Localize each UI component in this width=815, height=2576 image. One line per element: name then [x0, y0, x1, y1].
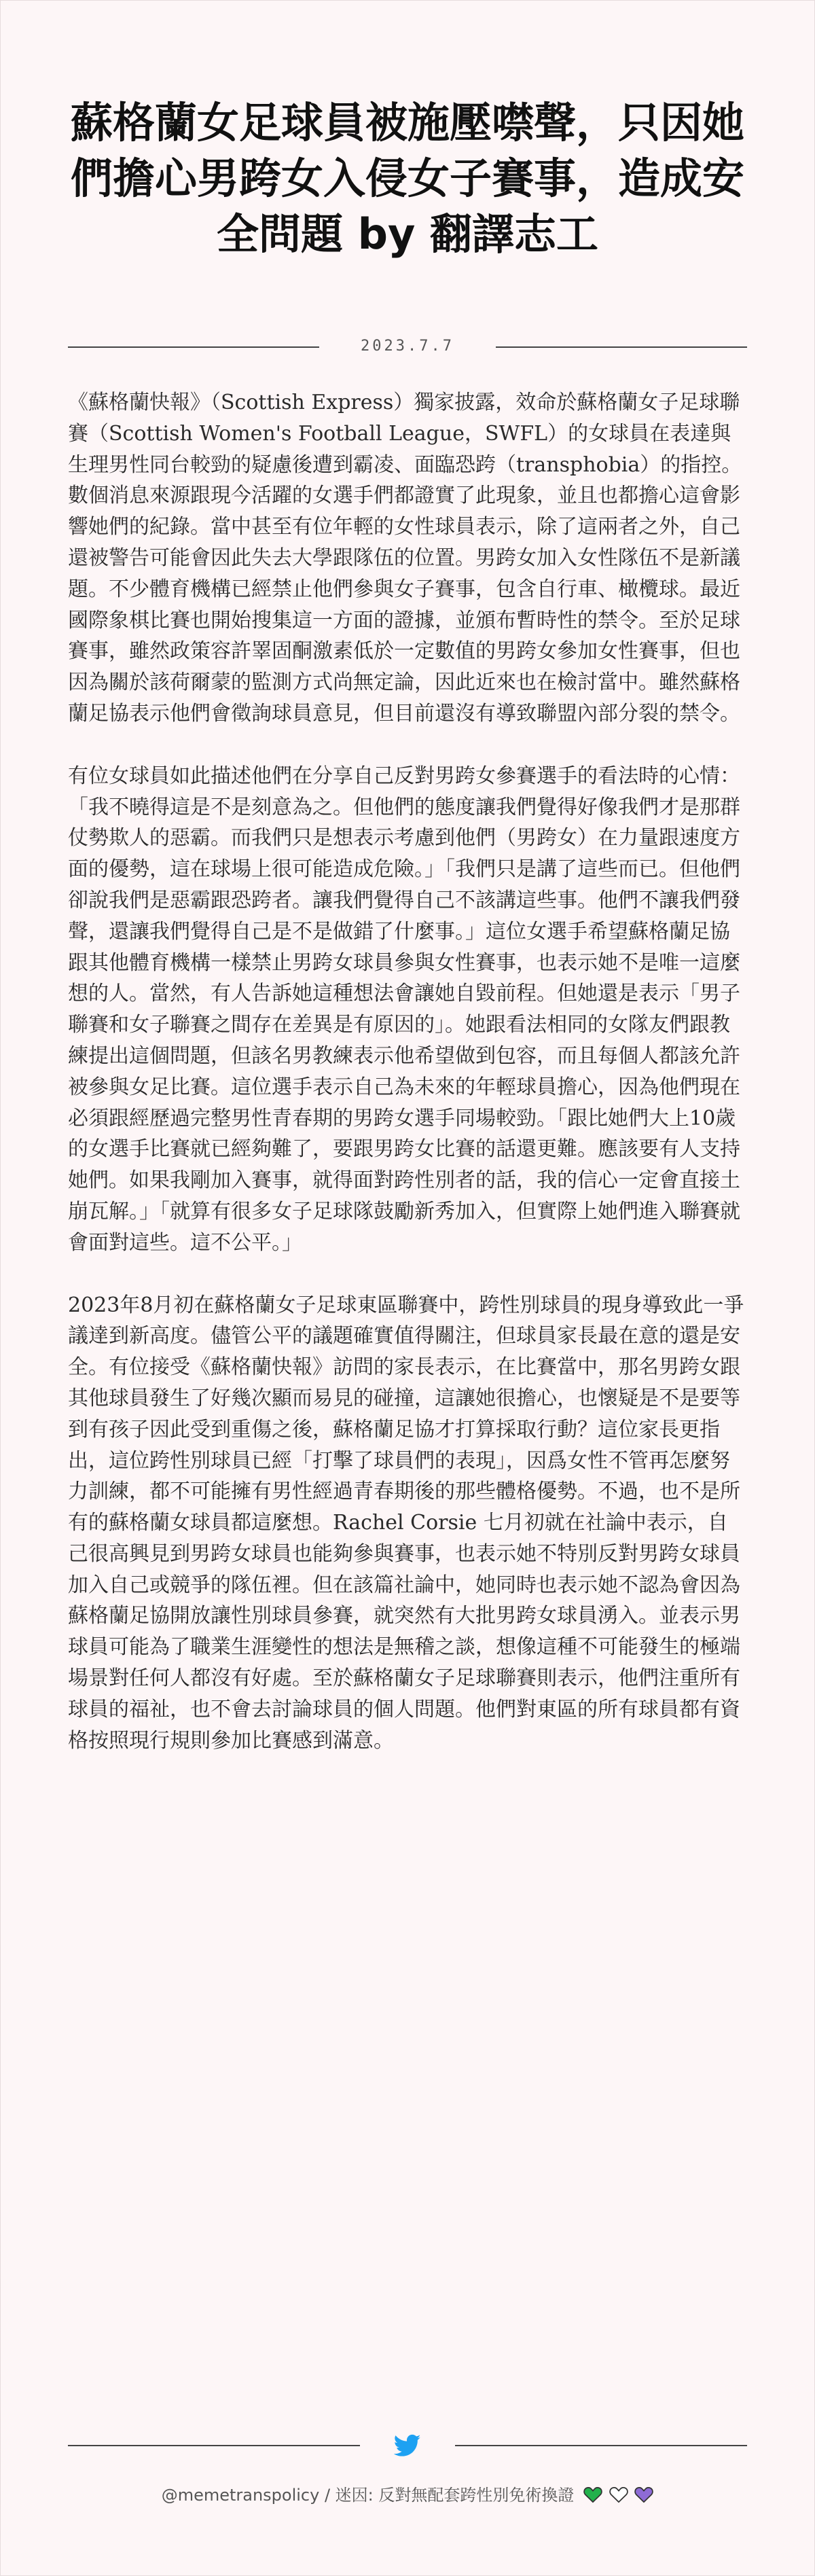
purple-heart-icon: [634, 2486, 653, 2503]
divider-left: [68, 346, 319, 348]
publish-date: 2023.7.7: [361, 338, 454, 355]
date-row: [68, 336, 747, 357]
divider-right: [455, 2445, 747, 2446]
white-heart-icon: [609, 2486, 628, 2503]
paragraph-3: 2023年8月初在蘇格蘭女子足球東區聯賽中，跨性別球員的現身導致此一爭議達到新高度。儘管公平的議題確實值得關注，但球員家長最在意的還是安全。有位接受《蘇格蘭快報》訪問的家長表示，在比賽當中，那名男跨女跟其他球員發生了好幾次顯而易見的碰撞，這讓她很擔心，也懷疑是不是要等到有孩子因此受到重傷之後，蘇格蘭足協才打算採取行動？這位家長更指出，這位跨性別球員已經「打擊了球員們的表現」，因爲女性不管再怎麼努力訓練，都不可能擁有男性經過青春期後的那些體格優勢。不過，也不是所有的蘇格蘭女球員都這麼想。Rachel Corsie 七月初就在社論中表示，自己很高興見到男跨女球員也能夠參與賽事，也表示她不特別反對男跨女球員加入自己或競爭的隊伍裡。但在該篇社論中，她同時也表示她不認為會因為蘇格蘭足協開放讓性別球員參賽，就突然有大批男跨女球員湧入。並表示男球員可能為了職業生涯變性的想法是無稽之談，想像這種不可能發生的極端場景對任何人都沒有好處。至於蘇格蘭女子足球聯賽則表示，他們注重所有球員的福祉，也不會去討論球員的個人問題。他們對東區的所有球員都有資格按照現行規則參加比賽感到滿意。: [68, 1293, 744, 1753]
paragraph-1: 《蘇格蘭快報》（Scottish Express）獨家披露，效命於蘇格蘭女子足球聯賽（Scottish Women's Football League，SWFL）的女球員在表達與生理男性同台較勁的疑慮後遭到霸凌、面臨恐跨（transphobia）的指控。數個消息來源跟現今活躍的女選手們都證實了此現象，並且也都擔心這會影響她們的紀錄。當中甚至有位年輕的女性球員表示，除了這兩者之外，自己還被警告可能會因此失去大學跟隊伍的位置。男跨女加入女性隊伍不是新議題。不少體育機構已經禁止他們參與女子賽事，包含自行車、橄欖球。最近國際象棋比賽也開始搜集這一方面的證據，並頒布暫時性的禁令。至於足球賽事，雖然政策容許睪固酮激素低於一定數值的男跨女參加女性賽事，但也因為關於該荷爾蒙的監測方式尚無定論，因此近來也在檢討當中。雖然蘇格蘭足協表示他們會徵詢球員意見，但目前還沒有導致聯盟內部分裂的禁令。: [68, 391, 742, 726]
footer-credit: [68, 2483, 747, 2510]
heart-icons: [582, 2486, 653, 2510]
paragraph-2: 有位女球員如此描述他們在分享自己反對男跨女參賽選手的看法時的心情：「我不曉得這是不是刻意為之。但他們的態度讓我們覺得好像我們才是那群仗勢欺人的惡霸。而我們只是想表示考慮到他們（男跨女）在力量跟速度方面的優勢，這在球場上很可能造成危險。」「我們只是講了這些而已。但他們卻說我們是惡霸跟恐跨者。讓我們覺得自己不該講這些事。他們不讓我們發聲，還讓我們覺得自己是不是做錯了什麼事。」這位女選手希望蘇格蘭足協跟其他體育機構一樣禁止男跨女球員參與女性賽事，也表示她不是唯一這麼想的人。當然，有人告訴她這種想法會讓她自毀前程。但她還是表示「男子聯賽和女子聯賽之間存在差異是有原因的」。她跟看法相同的女隊友們跟教練提出這個問題，但該名男教練表示他希望做到包容，而且每個人都該允許被參與女足比賽。這位選手表示自己為未來的年輕球員擔心，因為他們現在必須跟經歷過完整男性青春期的男跨女選手同場較勁。「跟比她們大上10歲的女選手比賽就已經夠難了，要跟男跨女比賽的話還更難。應該要有人支持她們。如果我剛加入賽事，就得面對跨性別者的話，我的信心一定會直接土崩瓦解。」「就算有很多女子足球隊鼓勵新秀加入，但實際上她們進入聯賽就會面對這些。這不公平。」: [68, 764, 740, 1255]
article-title: 蘇格蘭女足球員被施壓噤聲，只因她們擔心男跨女入侵女子賽事，造成安全問題 by 翻譯志工: [70, 98, 744, 259]
divider-left: [68, 2445, 360, 2446]
green-heart-icon: [583, 2486, 602, 2503]
footer-divider: [68, 2432, 747, 2459]
twitter-bird-icon[interactable]: [394, 2432, 421, 2459]
article-body: [68, 387, 747, 1787]
credit-text: @memetranspolicy / 迷因: 反對無配套跨性別免術換證: [161, 2486, 575, 2505]
divider-right: [496, 346, 747, 348]
